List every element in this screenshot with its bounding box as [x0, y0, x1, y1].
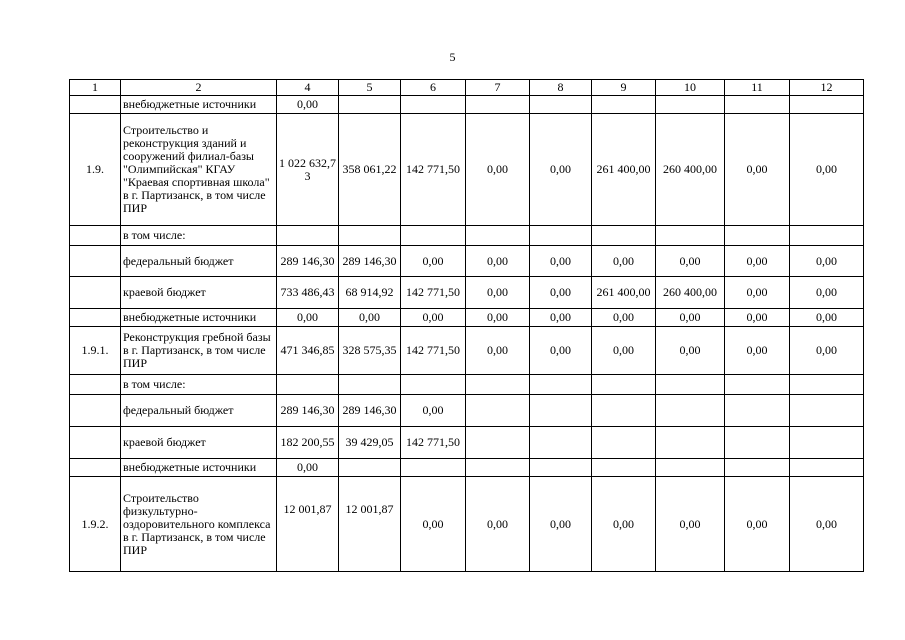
value-cell [401, 96, 466, 114]
value-cell: 0,00 [401, 395, 466, 427]
value-cell: 0,00 [530, 114, 592, 226]
value-cell: 0,00 [466, 277, 530, 309]
value-cell: 0,00 [592, 327, 656, 375]
row-number-cell [70, 375, 121, 395]
row-number-cell: 1.9. [70, 114, 121, 226]
value-cell [656, 96, 725, 114]
value-cell [725, 427, 790, 459]
value-cell: 0,00 [725, 477, 790, 572]
value-cell: 0,00 [466, 114, 530, 226]
table-row [70, 277, 864, 309]
value-cell [466, 459, 530, 477]
table-row [70, 427, 864, 459]
header-cell: 9 [592, 80, 656, 96]
empty-cell [466, 375, 530, 395]
value-cell [790, 459, 864, 477]
row-name-cell: Строительство и реконструкция зданий и сооружений филиал-базы "Олимпийская" КГАУ "Краевая спортивная школа" в г. Партизанск, в том числе ПИР [121, 114, 277, 226]
header-cell: 12 [790, 80, 864, 96]
table-row [70, 246, 864, 277]
value-cell [656, 395, 725, 427]
value-cell: 328 575,35 [339, 327, 401, 375]
value-cell: 0,00 [530, 277, 592, 309]
value-cell: 733 486,43 [277, 277, 339, 309]
value-cell [530, 395, 592, 427]
header-cell: 10 [656, 80, 725, 96]
row-name-cell: внебюджетные источники [121, 309, 277, 327]
value-cell: 260 400,00 [656, 114, 725, 226]
table-row [70, 309, 864, 327]
value-cell [725, 395, 790, 427]
table-body [70, 80, 864, 572]
value-cell: 0,00 [725, 277, 790, 309]
row-number-cell: 1.9.1. [70, 327, 121, 375]
value-cell [592, 427, 656, 459]
value-cell: 0,00 [530, 477, 592, 572]
value-cell: 0,00 [401, 246, 466, 277]
empty-cell [530, 226, 592, 246]
row-number-cell: 1.9.2. [70, 477, 121, 572]
value-cell: 0,00 [790, 327, 864, 375]
row-name-cell: внебюджетные источники [121, 459, 277, 477]
empty-cell [725, 226, 790, 246]
row-number-cell [70, 395, 121, 427]
value-cell: 0,00 [656, 327, 725, 375]
empty-cell [790, 226, 864, 246]
row-number-cell [70, 309, 121, 327]
table-row [70, 375, 864, 395]
table-row [70, 226, 864, 246]
value-cell: 0,00 [725, 327, 790, 375]
empty-cell [530, 375, 592, 395]
page-number: 5 [449, 50, 456, 64]
empty-cell [466, 226, 530, 246]
value-cell: 358 061,22 [339, 114, 401, 226]
empty-cell [339, 226, 401, 246]
value-cell: 289 146,30 [339, 395, 401, 427]
header-row [70, 80, 864, 96]
value-cell [790, 395, 864, 427]
value-cell: 0,00 [466, 477, 530, 572]
value-cell [592, 96, 656, 114]
value-cell [401, 459, 466, 477]
value-cell: 0,00 [725, 246, 790, 277]
row-number-cell [70, 96, 121, 114]
row-number-cell [70, 459, 121, 477]
value-cell: 142 771,50 [401, 427, 466, 459]
empty-cell [277, 375, 339, 395]
empty-cell [592, 375, 656, 395]
value-cell [656, 459, 725, 477]
value-cell [339, 459, 401, 477]
table-row [70, 114, 864, 226]
value-cell: 0,00 [592, 477, 656, 572]
empty-cell [725, 375, 790, 395]
budget-table [69, 79, 864, 572]
value-cell [725, 459, 790, 477]
value-cell: 0,00 [339, 309, 401, 327]
header-cell: 7 [466, 80, 530, 96]
value-cell: 0,00 [656, 309, 725, 327]
header-cell: 6 [401, 80, 466, 96]
value-cell: 68 914,92 [339, 277, 401, 309]
row-number-cell [70, 226, 121, 246]
value-cell: 0,00 [790, 309, 864, 327]
value-cell: 260 400,00 [656, 277, 725, 309]
empty-cell [401, 226, 466, 246]
empty-cell [656, 226, 725, 246]
value-cell: 12 001,87 [339, 477, 401, 572]
table-row [70, 327, 864, 375]
value-cell: 289 146,30 [277, 395, 339, 427]
value-cell: 0,00 [790, 277, 864, 309]
value-cell [530, 427, 592, 459]
value-cell: 0,00 [530, 309, 592, 327]
value-cell: 0,00 [277, 309, 339, 327]
value-cell [592, 395, 656, 427]
row-number-cell [70, 246, 121, 277]
empty-cell [592, 226, 656, 246]
empty-cell [339, 375, 401, 395]
value-cell [725, 96, 790, 114]
value-cell [466, 96, 530, 114]
value-cell [592, 459, 656, 477]
value-cell [530, 96, 592, 114]
value-cell [790, 96, 864, 114]
value-cell: 0,00 [790, 114, 864, 226]
value-cell: 12 001,87 [277, 477, 339, 572]
empty-cell [790, 375, 864, 395]
value-cell: 1 022 632,73 [277, 114, 339, 226]
value-cell: 0,00 [401, 309, 466, 327]
table-row [70, 96, 864, 114]
row-name-cell: Реконструкция гребной базы в г. Партизанск, в том числе ПИР [121, 327, 277, 375]
empty-cell [656, 375, 725, 395]
value-cell: 0,00 [725, 114, 790, 226]
header-cell: 4 [277, 80, 339, 96]
value-cell: 0,00 [725, 309, 790, 327]
row-name-cell: в том числе: [121, 375, 277, 395]
value-cell: 0,00 [530, 246, 592, 277]
header-cell: 2 [121, 80, 277, 96]
value-cell: 0,00 [466, 327, 530, 375]
value-cell [656, 427, 725, 459]
row-name-cell: внебюджетные источники [121, 96, 277, 114]
value-cell: 182 200,55 [277, 427, 339, 459]
row-number-cell [70, 427, 121, 459]
value-cell: 142 771,50 [401, 114, 466, 226]
header-cell: 11 [725, 80, 790, 96]
value-cell [339, 96, 401, 114]
value-cell: 0,00 [790, 477, 864, 572]
value-cell: 0,00 [656, 246, 725, 277]
table-row [70, 395, 864, 427]
row-name-cell: федеральный бюджет [121, 395, 277, 427]
value-cell: 0,00 [530, 327, 592, 375]
row-number-cell [70, 277, 121, 309]
empty-cell [401, 375, 466, 395]
value-cell [466, 427, 530, 459]
value-cell [466, 395, 530, 427]
row-name-cell: краевой бюджет [121, 277, 277, 309]
value-cell: 0,00 [277, 96, 339, 114]
value-cell: 0,00 [592, 246, 656, 277]
header-cell: 1 [70, 80, 121, 96]
value-cell: 142 771,50 [401, 327, 466, 375]
header-cell: 8 [530, 80, 592, 96]
value-cell: 39 429,05 [339, 427, 401, 459]
value-cell: 471 346,85 [277, 327, 339, 375]
value-cell: 0,00 [656, 477, 725, 572]
value-cell: 289 146,30 [339, 246, 401, 277]
row-name-cell: краевой бюджет [121, 427, 277, 459]
value-cell [530, 459, 592, 477]
value-cell [790, 427, 864, 459]
table-row [70, 459, 864, 477]
empty-cell [277, 226, 339, 246]
value-cell: 289 146,30 [277, 246, 339, 277]
value-cell: 0,00 [466, 309, 530, 327]
row-name-cell: федеральный бюджет [121, 246, 277, 277]
row-name-cell: Строительство физкультурно-оздоровительного комплекса в г. Партизанск, в том числе ПИР [121, 477, 277, 572]
value-cell: 0,00 [790, 246, 864, 277]
table-row [70, 477, 864, 572]
value-cell: 142 771,50 [401, 277, 466, 309]
row-name-cell: в том числе: [121, 226, 277, 246]
value-cell: 261 400,00 [592, 114, 656, 226]
value-cell: 0,00 [277, 459, 339, 477]
value-cell: 0,00 [401, 477, 466, 572]
header-cell: 5 [339, 80, 401, 96]
value-cell: 0,00 [466, 246, 530, 277]
value-cell: 0,00 [592, 309, 656, 327]
value-cell: 261 400,00 [592, 277, 656, 309]
